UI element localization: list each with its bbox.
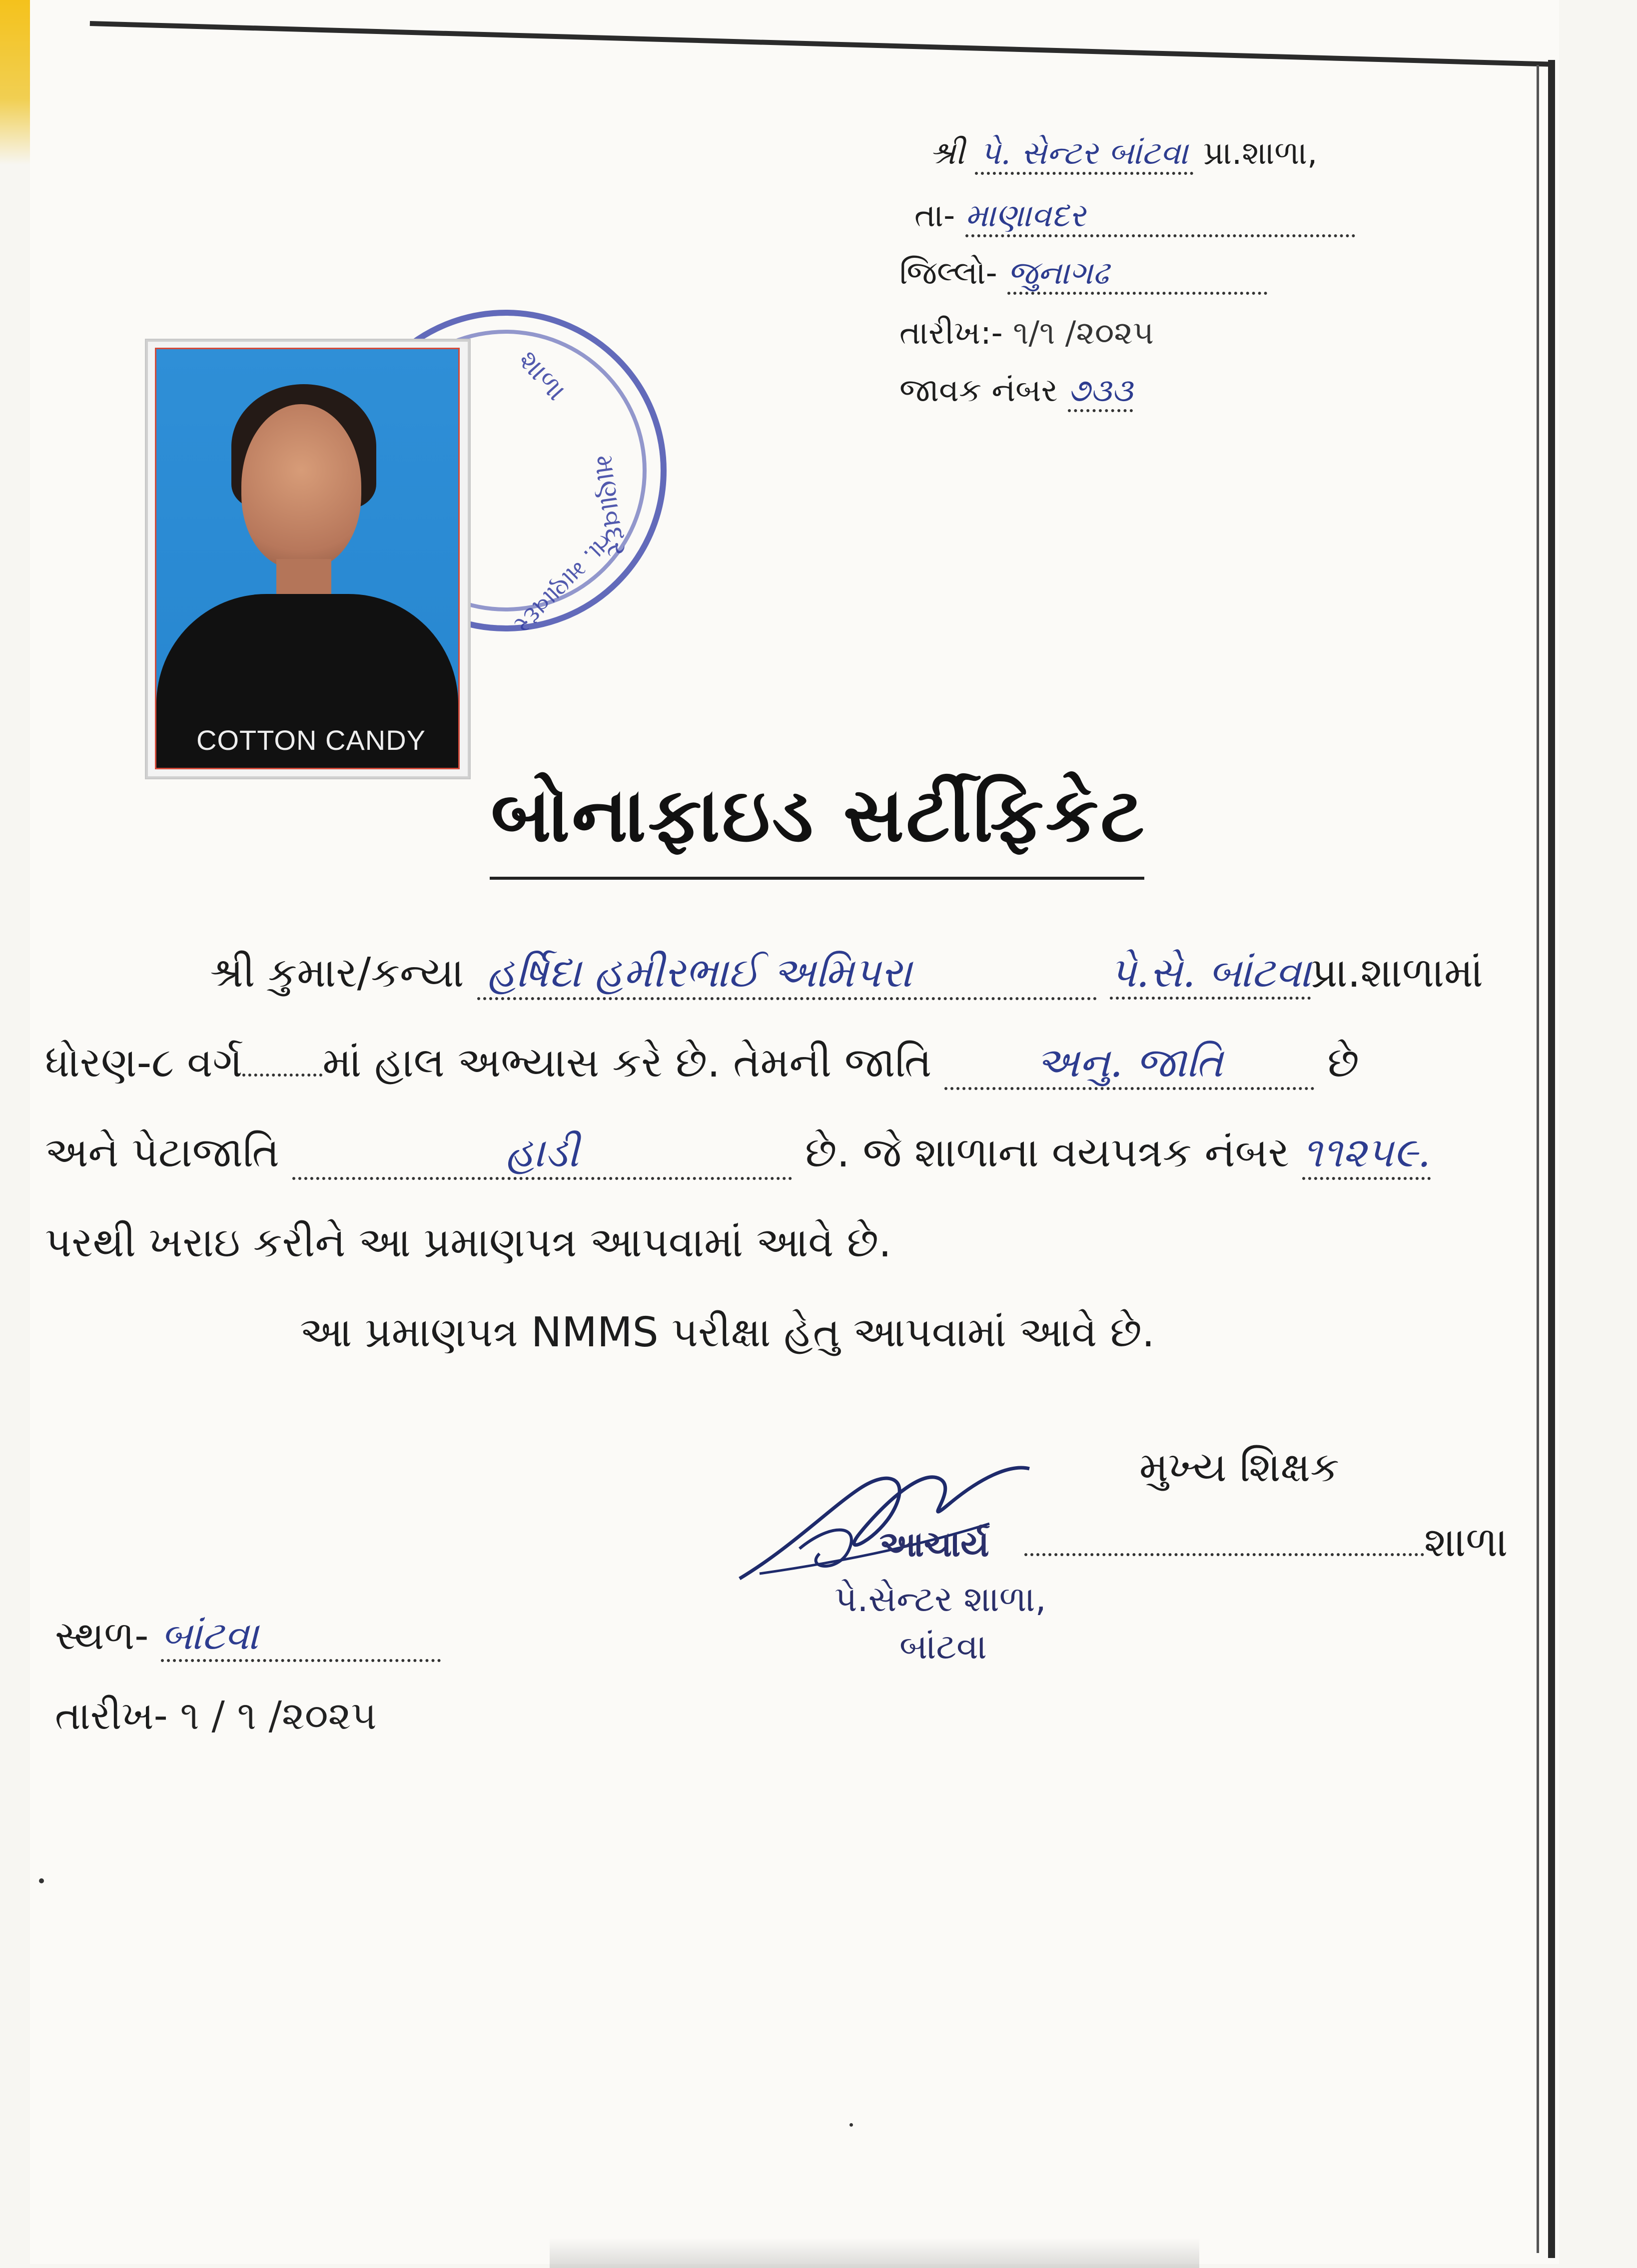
line2-prefix: ધોરણ-૮ વર્ગ <box>45 1039 243 1087</box>
photo-face <box>241 404 361 569</box>
district-label: જિલ્લો- <box>899 255 997 292</box>
register-number: ૧૧૨૫૯. <box>1302 1129 1431 1180</box>
body-line-1 <box>210 949 1483 1000</box>
line2-suffix: છે <box>1327 1039 1359 1087</box>
footer-date-value: ૧ / ૧ /૨૦૨૫ <box>180 1694 377 1738</box>
student-name: હર્ષિદા હમીરભાઈ અમિપરા <box>477 949 1097 1000</box>
body-line-2 <box>45 1039 1359 1090</box>
stamp-text-top: શાળા <box>512 344 573 407</box>
footer-place-label: સ્થળ- <box>55 1614 149 1659</box>
border-right-line <box>1548 60 1555 2258</box>
head-teacher-label: મુખ્ય શિક્ષક <box>1139 1444 1340 1491</box>
date-value: ૧/૧ /૨૦૨૫ <box>1013 315 1154 352</box>
body-line-4: પરથી ખરાઇ કરીને આ પ્રમાણપત્ર આપવામાં આવે છે. <box>45 1219 892 1266</box>
school-name: પે.સે. બાંટવા <box>1110 949 1311 1000</box>
school-value: પે. સેન્ટર બાંટવા <box>975 135 1193 175</box>
stamp-text-right: માણાવદર <box>588 453 634 559</box>
signature-school-line <box>1024 1519 1508 1567</box>
body-line-3 <box>45 1129 1431 1180</box>
ink-speck <box>849 2123 853 2127</box>
caste-value: અનુ. જાતિ <box>944 1039 1314 1090</box>
footer-place-line <box>55 1614 441 1662</box>
footer-date-label: તારીખ- <box>55 1694 168 1738</box>
footer-place-value: બાંટવા <box>161 1614 441 1662</box>
bantva-stamp-text: બાંટવા <box>899 1626 987 1667</box>
header-taluka-line <box>914 197 1355 237</box>
line2-mid: માં હાલ અભ્યાસ કરે છે. તેમની જાતિ <box>322 1039 932 1087</box>
center-school-stamp-text: પે.સેન્ટર શાળા, <box>834 1579 1046 1620</box>
line3-prefix: અને પેટાજાતિ <box>45 1129 279 1176</box>
header-date-line <box>899 315 1154 352</box>
bottom-smudge <box>550 2238 1199 2268</box>
body-line-5: આ પ્રમાણપત્ર NMMS પરીક્ષા હેતુ આપવામાં આવે છે. <box>300 1309 1155 1356</box>
signature-school-label: શાળા <box>1424 1519 1508 1566</box>
student-photo <box>146 340 470 778</box>
border-right-inner-line <box>1537 65 1539 2253</box>
footer-date-line <box>55 1694 377 1739</box>
taluka-value: માણાવદર <box>965 197 1355 237</box>
acharya-stamp-text: આચાર્ય <box>879 1524 989 1565</box>
line1-suffix: પ્રા.શાળામાં <box>1311 949 1484 997</box>
line1-prefix: શ્રી કુમાર/કન્યા <box>210 949 464 997</box>
title-underline <box>490 877 1144 880</box>
school-suffix: પ્રા.શાળા, <box>1203 135 1318 172</box>
certificate-title: બોનાફાઇડ સર્ટીફિકેટ <box>491 772 1146 859</box>
school-prefix: શ્રી <box>929 135 965 172</box>
ink-speck <box>39 1878 44 1883</box>
line3-mid: છે. જે શાળાના વયપત્રક નંબર <box>805 1129 1290 1176</box>
taluka-label: તા- <box>914 197 955 234</box>
header-school-line <box>929 135 1317 175</box>
date-label: તારીખ:- <box>899 315 1003 352</box>
outward-value: ૭૩૩ <box>1068 372 1133 412</box>
shirt-text: COTTON CANDY <box>196 724 426 756</box>
district-value: જુનાગઢ <box>1007 255 1267 295</box>
header-outward-line <box>899 372 1133 412</box>
header-district-line <box>899 255 1267 295</box>
stamp-text-bottom: તા. માણાવદર <box>508 529 619 639</box>
outward-label: જાવક નંબર <box>899 372 1058 409</box>
student-photo-image <box>155 348 460 769</box>
subcaste-value: હાડી <box>292 1129 792 1180</box>
